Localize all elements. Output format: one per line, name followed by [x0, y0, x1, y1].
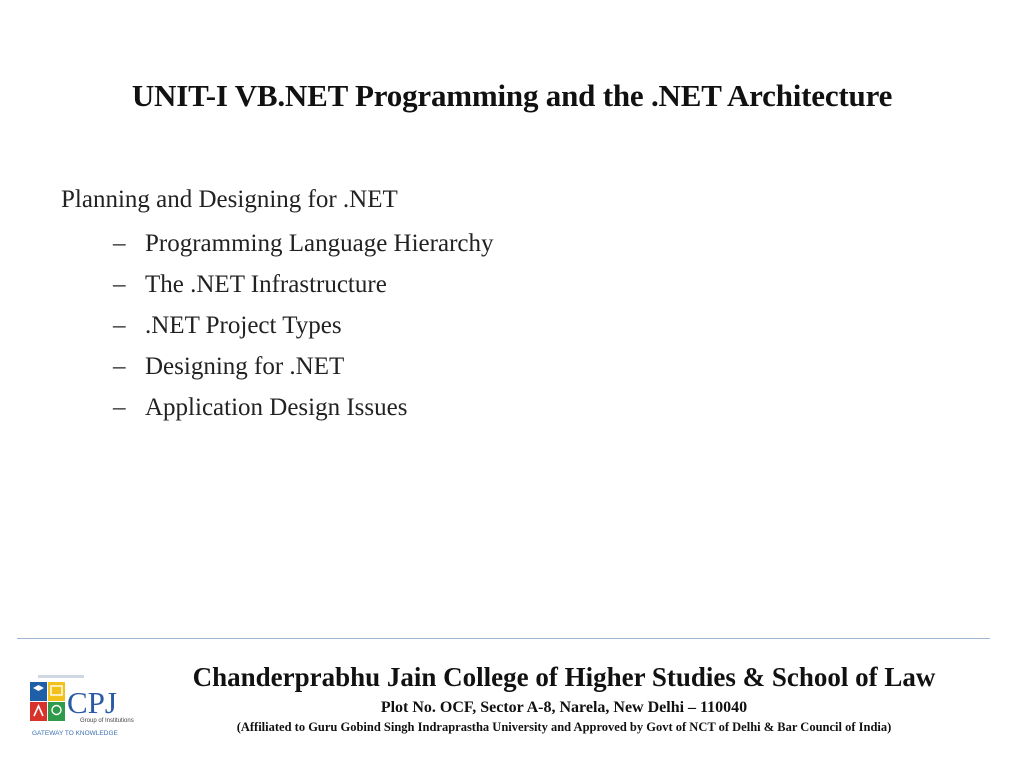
list-item-text: .NET Project Types [145, 312, 342, 339]
logo-text: CPJ [67, 685, 117, 720]
list-item [113, 268, 494, 309]
footer-divider [17, 638, 990, 639]
logo-subtitle: Group of Institutions [80, 718, 134, 724]
cpj-logo-icon [24, 672, 146, 742]
list-item-text: Programming Language Hierarchy [145, 230, 494, 257]
list-item [113, 309, 494, 350]
dash-bullet: – [113, 394, 126, 421]
list-item-text: Designing for .NET [145, 353, 345, 380]
section-heading: Planning and Designing for .NET [61, 186, 398, 213]
slide-title: UNIT-I VB.NET Programming and the .NET Architecture [131, 78, 893, 113]
list-item-text: Application Design Issues [145, 394, 408, 421]
list-item [113, 350, 494, 391]
dash-bullet: – [113, 271, 126, 298]
college-address: Plot No. OCF, Sector A-8, Narela, New Delhi – 110040 [380, 699, 748, 716]
topic-list [113, 227, 494, 432]
dash-bullet: – [113, 312, 126, 339]
college-name: Chanderprabhu Jain College of Higher Studies & School of Law [192, 662, 936, 692]
list-item [113, 227, 494, 268]
college-logo [24, 672, 146, 742]
college-affiliation: (Affiliated to Guru Gobind Singh Indraprastha University and Approved by Govt of NCT of Delhi & Bar Council of India) [236, 720, 892, 734]
dash-bullet: – [113, 230, 126, 257]
dash-bullet: – [113, 353, 126, 380]
logo-tagline: GATEWAY TO KNOWLEDGE [32, 730, 118, 737]
list-item-text: The .NET Infrastructure [145, 271, 387, 298]
list-item [113, 391, 494, 432]
